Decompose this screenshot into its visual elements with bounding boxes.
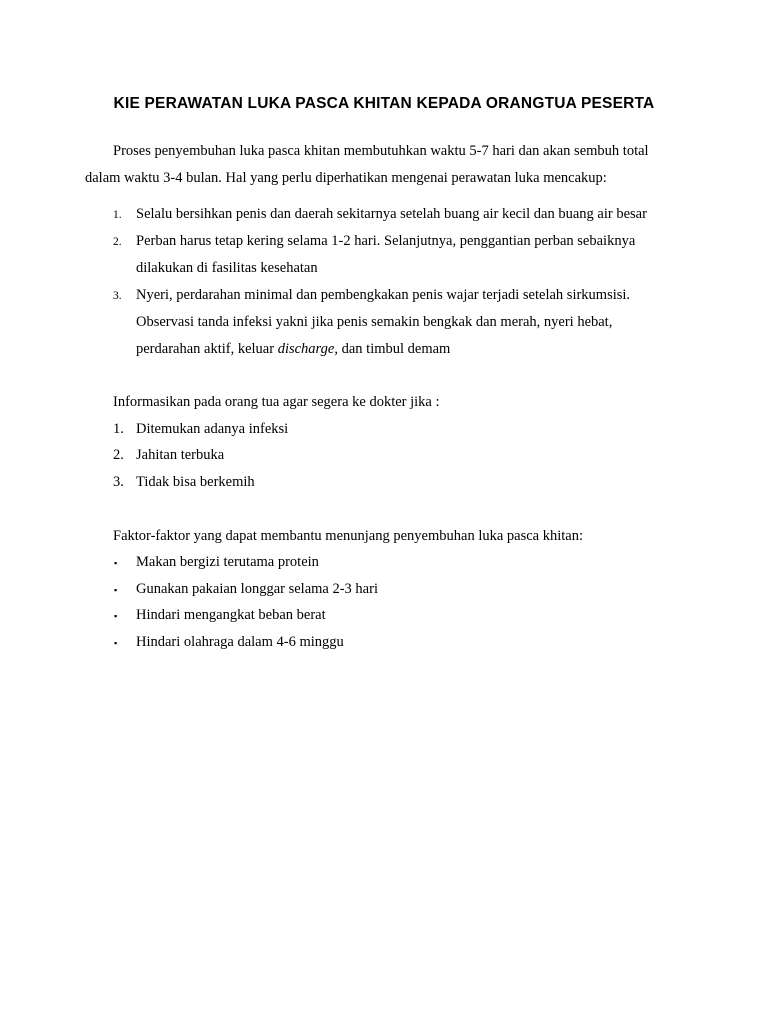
doctor-item-1-number: 1. (113, 421, 124, 437)
doctor-section-heading: Informasikan pada orang tua agar segera ke dokter jika : (113, 394, 440, 410)
intro-paragraph (85, 138, 685, 192)
square-bullet-icon: ▪ (114, 638, 118, 648)
square-bullet-icon: ▪ (114, 611, 118, 621)
factor-item-4: Hindari olahraga dalam 4-6 minggu (136, 634, 344, 650)
care-item-1-number: 1. (113, 209, 122, 221)
factor-item-1: Makan bergizi terutama protein (136, 554, 319, 570)
care-item-3-text-after: , dan timbul demam (334, 341, 451, 357)
intro-line-2: dalam waktu 3-4 bulan. Hal yang perlu diperhatikan mengenai perawatan luka mencakup: (85, 170, 607, 186)
doctor-item-2-number: 2. (113, 447, 124, 463)
care-item-3-line-3 (136, 339, 450, 359)
care-item-2-line-1: Perban harus tetap kering selama 1-2 hari. Selanjutnya, penggantian perban sebaiknya (136, 233, 636, 249)
doctor-item-2-text: Jahitan terbuka (136, 447, 225, 463)
care-item-2-number: 2. (113, 236, 122, 248)
doctor-item-1-text: Ditemukan adanya infeksi (136, 421, 289, 437)
discharge-term: discharge (277, 341, 335, 357)
intro-line-1: Proses penyembuhan luka pasca khitan membutuhkan waktu 5-7 hari dan akan sembuh total (113, 143, 649, 159)
doctor-item-3-number: 3. (113, 474, 124, 490)
care-item-1-line-1: Selalu bersihkan penis dan daerah sekitarnya setelah buang air kecil dan buang air besar (136, 206, 647, 222)
factor-item-3: Hindari mengangkat beban berat (136, 607, 326, 623)
page-title: KIE PERAWATAN LUKA PASCA KHITAN KEPADA ORANGTUA PESERTA (113, 95, 655, 112)
care-item-2-line-2: dilakukan di fasilitas kesehatan (136, 260, 318, 276)
care-item-3-line-2: Observasi tanda infeksi yakni jika penis semakin bengkak dan merah, nyeri hebat, (136, 314, 613, 330)
factors-section-heading: Faktor-faktor yang dapat membantu menunjang penyembuhan luka pasca khitan: (113, 528, 584, 544)
square-bullet-icon: ▪ (114, 558, 118, 568)
care-item-3-text-before: perdarahan aktif, keluar (136, 341, 278, 357)
doctor-item-3-text: Tidak bisa berkemih (136, 474, 255, 490)
factor-item-2: Gunakan pakaian longgar selama 2-3 hari (136, 581, 378, 597)
square-bullet-icon: ▪ (114, 585, 118, 595)
care-item-3-line-1: Nyeri, perdarahan minimal dan pembengkakan penis wajar terjadi setelah sirkumsisi. (136, 287, 631, 303)
care-item-3-number: 3. (113, 290, 122, 302)
